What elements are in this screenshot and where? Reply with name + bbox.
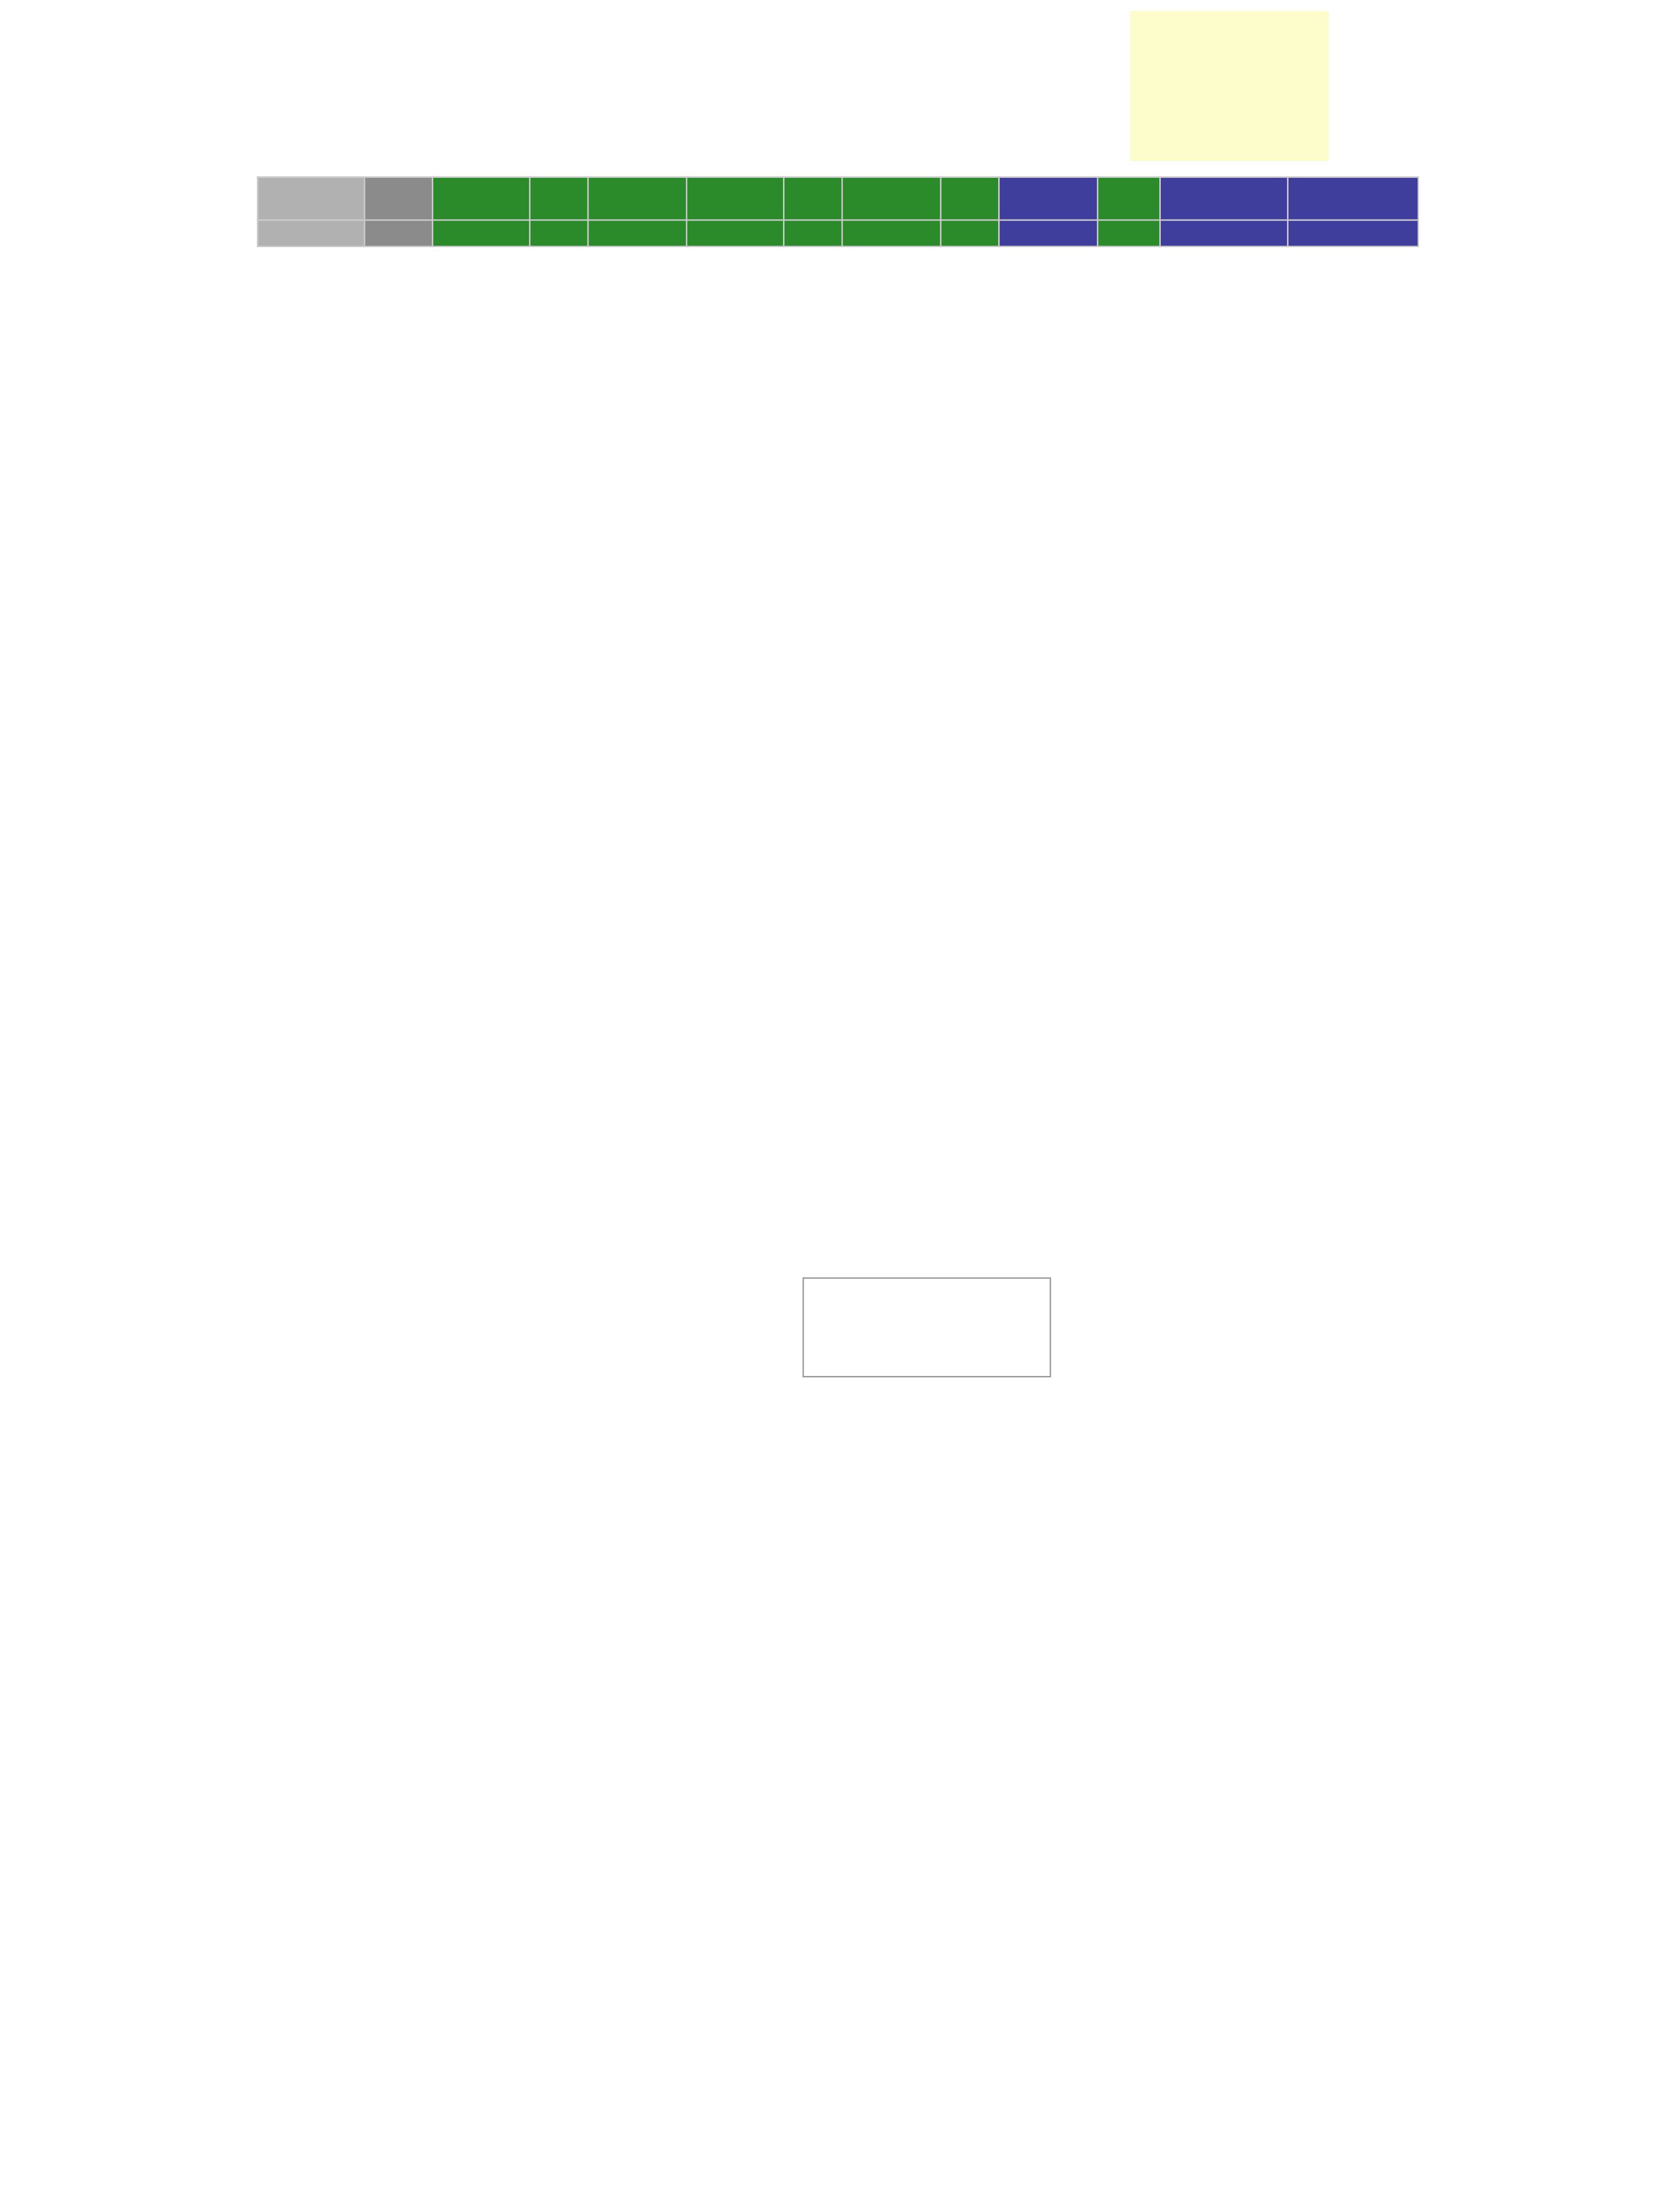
club-card — [803, 1277, 1051, 1377]
header-sub-cell — [364, 220, 432, 247]
col-extra — [1097, 177, 1160, 220]
col-court-1 — [432, 177, 530, 220]
header-sub-cell — [999, 220, 1098, 247]
header-corner — [257, 177, 364, 220]
header-sub-cell — [432, 220, 530, 247]
col-court-2 — [588, 177, 687, 220]
col-mental-gym — [999, 177, 1098, 220]
header-sub-cell — [842, 220, 941, 247]
col-court-4-side — [941, 177, 999, 220]
header-sub-cell — [1160, 220, 1288, 247]
col-physio — [1160, 177, 1288, 220]
col-gym — [1288, 177, 1419, 220]
events-box — [1130, 11, 1329, 161]
col-court-4 — [842, 177, 941, 220]
header-sub-cell — [257, 220, 364, 247]
piatti-logo — [294, 5, 440, 64]
header-sub-cell — [1097, 220, 1160, 247]
header-sub-cell — [941, 220, 999, 247]
col-supervisor — [364, 177, 432, 220]
header-row — [257, 177, 1418, 220]
col-court-1-side — [530, 177, 588, 220]
header-sub-cell — [1288, 220, 1419, 247]
header-sub-cell — [588, 220, 687, 247]
schedule-grid — [257, 176, 1419, 247]
col-court-3-side — [784, 177, 842, 220]
header-sub-row — [257, 220, 1418, 247]
header-sub-cell — [530, 220, 588, 247]
header-sub-cell — [687, 220, 784, 247]
header-sub-cell — [784, 220, 842, 247]
col-court-3 — [687, 177, 784, 220]
